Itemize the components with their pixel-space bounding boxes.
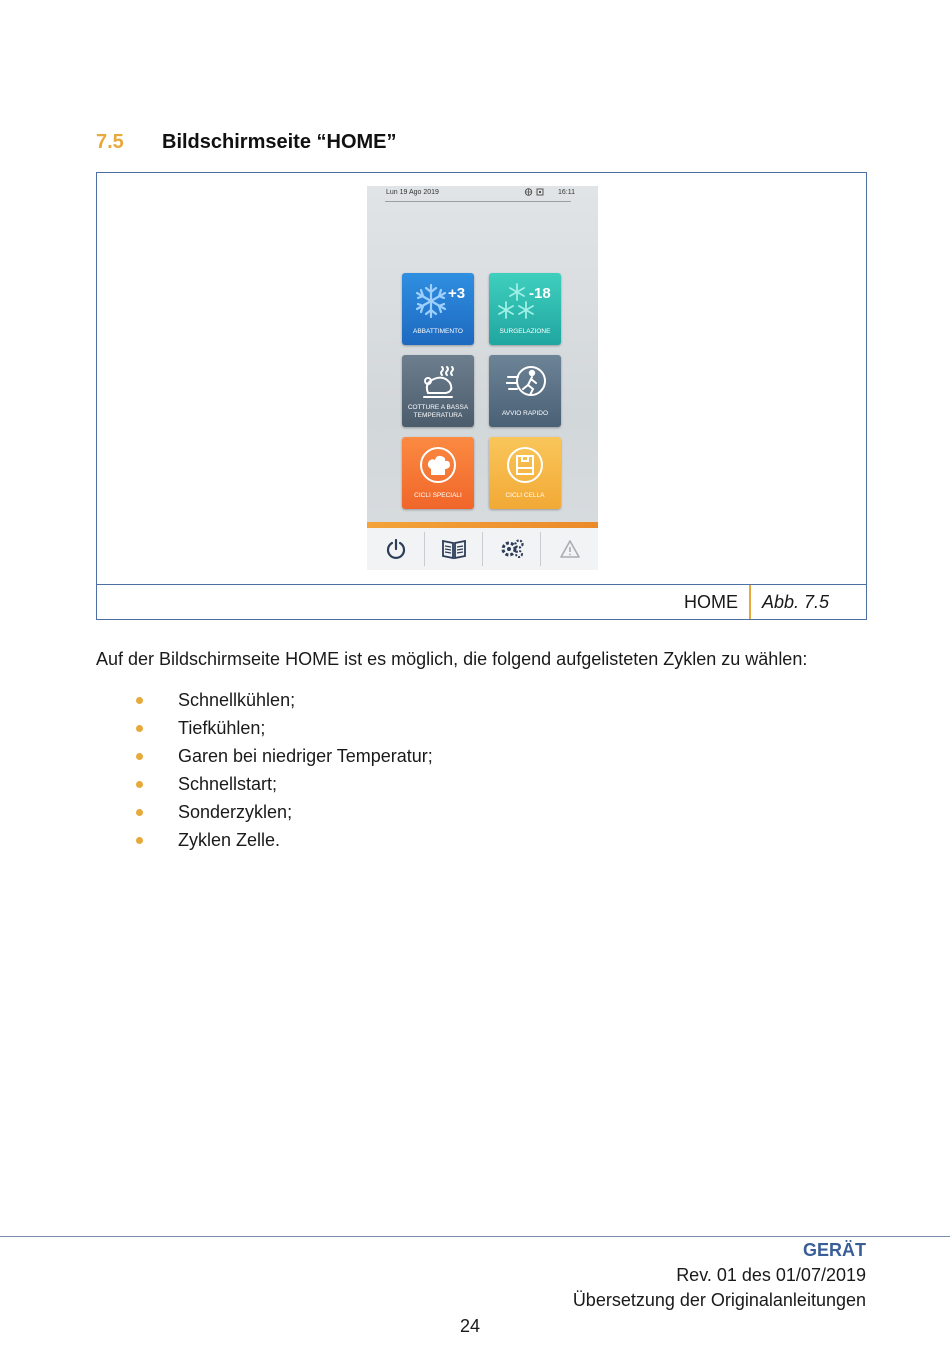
tile-avvio-rapido[interactable] <box>489 355 561 427</box>
list-item-text: Sonderzyklen; <box>178 802 293 822</box>
bottom-nav-bar <box>367 528 598 570</box>
settings-button[interactable] <box>497 535 527 563</box>
tile-value: -18 <box>529 285 551 302</box>
footer-divider <box>0 1236 950 1237</box>
power-icon <box>385 538 407 560</box>
figure-box <box>96 172 867 620</box>
list-item-text: Tiefkühlen; <box>178 718 266 738</box>
caption-label: HOME <box>684 592 738 612</box>
figure-number: Abb. 7.5 <box>762 592 830 612</box>
caption-divider <box>749 585 751 619</box>
fan-icon <box>524 188 533 196</box>
footer-revision: Rev. 01 des 01/07/2019 <box>676 1265 866 1285</box>
bullet-icon <box>136 725 143 732</box>
tile-label: SURGELAZIONE <box>499 328 551 335</box>
list-item-text: Garen bei niedriger Temperatur; <box>178 746 433 766</box>
status-bar <box>367 186 598 202</box>
tile-label: COTTURE A BASSA TEMPERATURA <box>407 404 469 419</box>
cell-box-icon <box>505 445 545 485</box>
gears-icon <box>500 538 524 560</box>
tile-value: +3 <box>448 285 466 302</box>
status-date: Lun 19 Ago 2019 <box>386 189 439 196</box>
section-heading <box>96 131 397 154</box>
alarm-button[interactable] <box>555 535 585 563</box>
list-item-text: Schnellkühlen; <box>178 690 296 710</box>
roast-chicken-icon <box>420 363 458 401</box>
bullet-icon <box>136 697 143 704</box>
footer-translation-note: Übersetzung der Originalanleitungen <box>572 1290 866 1310</box>
tile-label: CICLI SPECIALI <box>414 492 462 499</box>
usb-icon <box>536 188 545 196</box>
snowflake-icon <box>412 282 450 320</box>
nav-divider <box>540 532 541 566</box>
tile-cicli-speciali[interactable] <box>402 437 474 509</box>
tile-label: ABBATTIMENTO <box>413 328 463 335</box>
tile-surgelazione[interactable] <box>489 273 561 345</box>
nav-divider <box>424 532 425 566</box>
book-icon <box>441 538 467 560</box>
running-man-icon <box>506 365 546 401</box>
tile-label: AVVIO RAPIDO <box>501 410 549 417</box>
list-item-text: Schnellstart; <box>178 774 278 794</box>
bullet-icon <box>136 753 143 760</box>
tile-label: CICLI CELLA <box>505 492 545 499</box>
tile-abbattimento[interactable] <box>402 273 474 345</box>
status-time: 16:11 <box>558 189 575 196</box>
nav-divider <box>482 532 483 566</box>
intro-paragraph: Auf der Bildschirmseite HOME ist es möglich, die folgend aufgelisteten Zyklen zu wählen: <box>96 649 808 669</box>
section-title: Bildschirmseite “HOME” <box>162 131 397 153</box>
page-number: 24 <box>460 1316 481 1336</box>
tile-cicli-cella[interactable] <box>489 437 561 509</box>
power-button[interactable] <box>381 535 411 563</box>
chef-hat-icon <box>418 445 458 485</box>
warning-icon <box>559 538 581 560</box>
device-screenshot <box>367 186 598 570</box>
figure-caption-row <box>97 585 866 619</box>
list-item-text: Zyklen Zelle. <box>178 830 281 850</box>
bullet-icon <box>136 809 143 816</box>
figure-image-area <box>97 173 866 585</box>
status-icons <box>524 188 545 198</box>
section-number: 7.5 <box>96 131 124 153</box>
bullet-icon <box>136 781 143 788</box>
status-divider <box>385 201 571 202</box>
bullet-icon <box>136 837 143 844</box>
manual-button[interactable] <box>439 535 469 563</box>
footer-section-title: GERÄT <box>803 1240 866 1260</box>
tile-cotture-bassa-temperatura[interactable] <box>402 355 474 427</box>
